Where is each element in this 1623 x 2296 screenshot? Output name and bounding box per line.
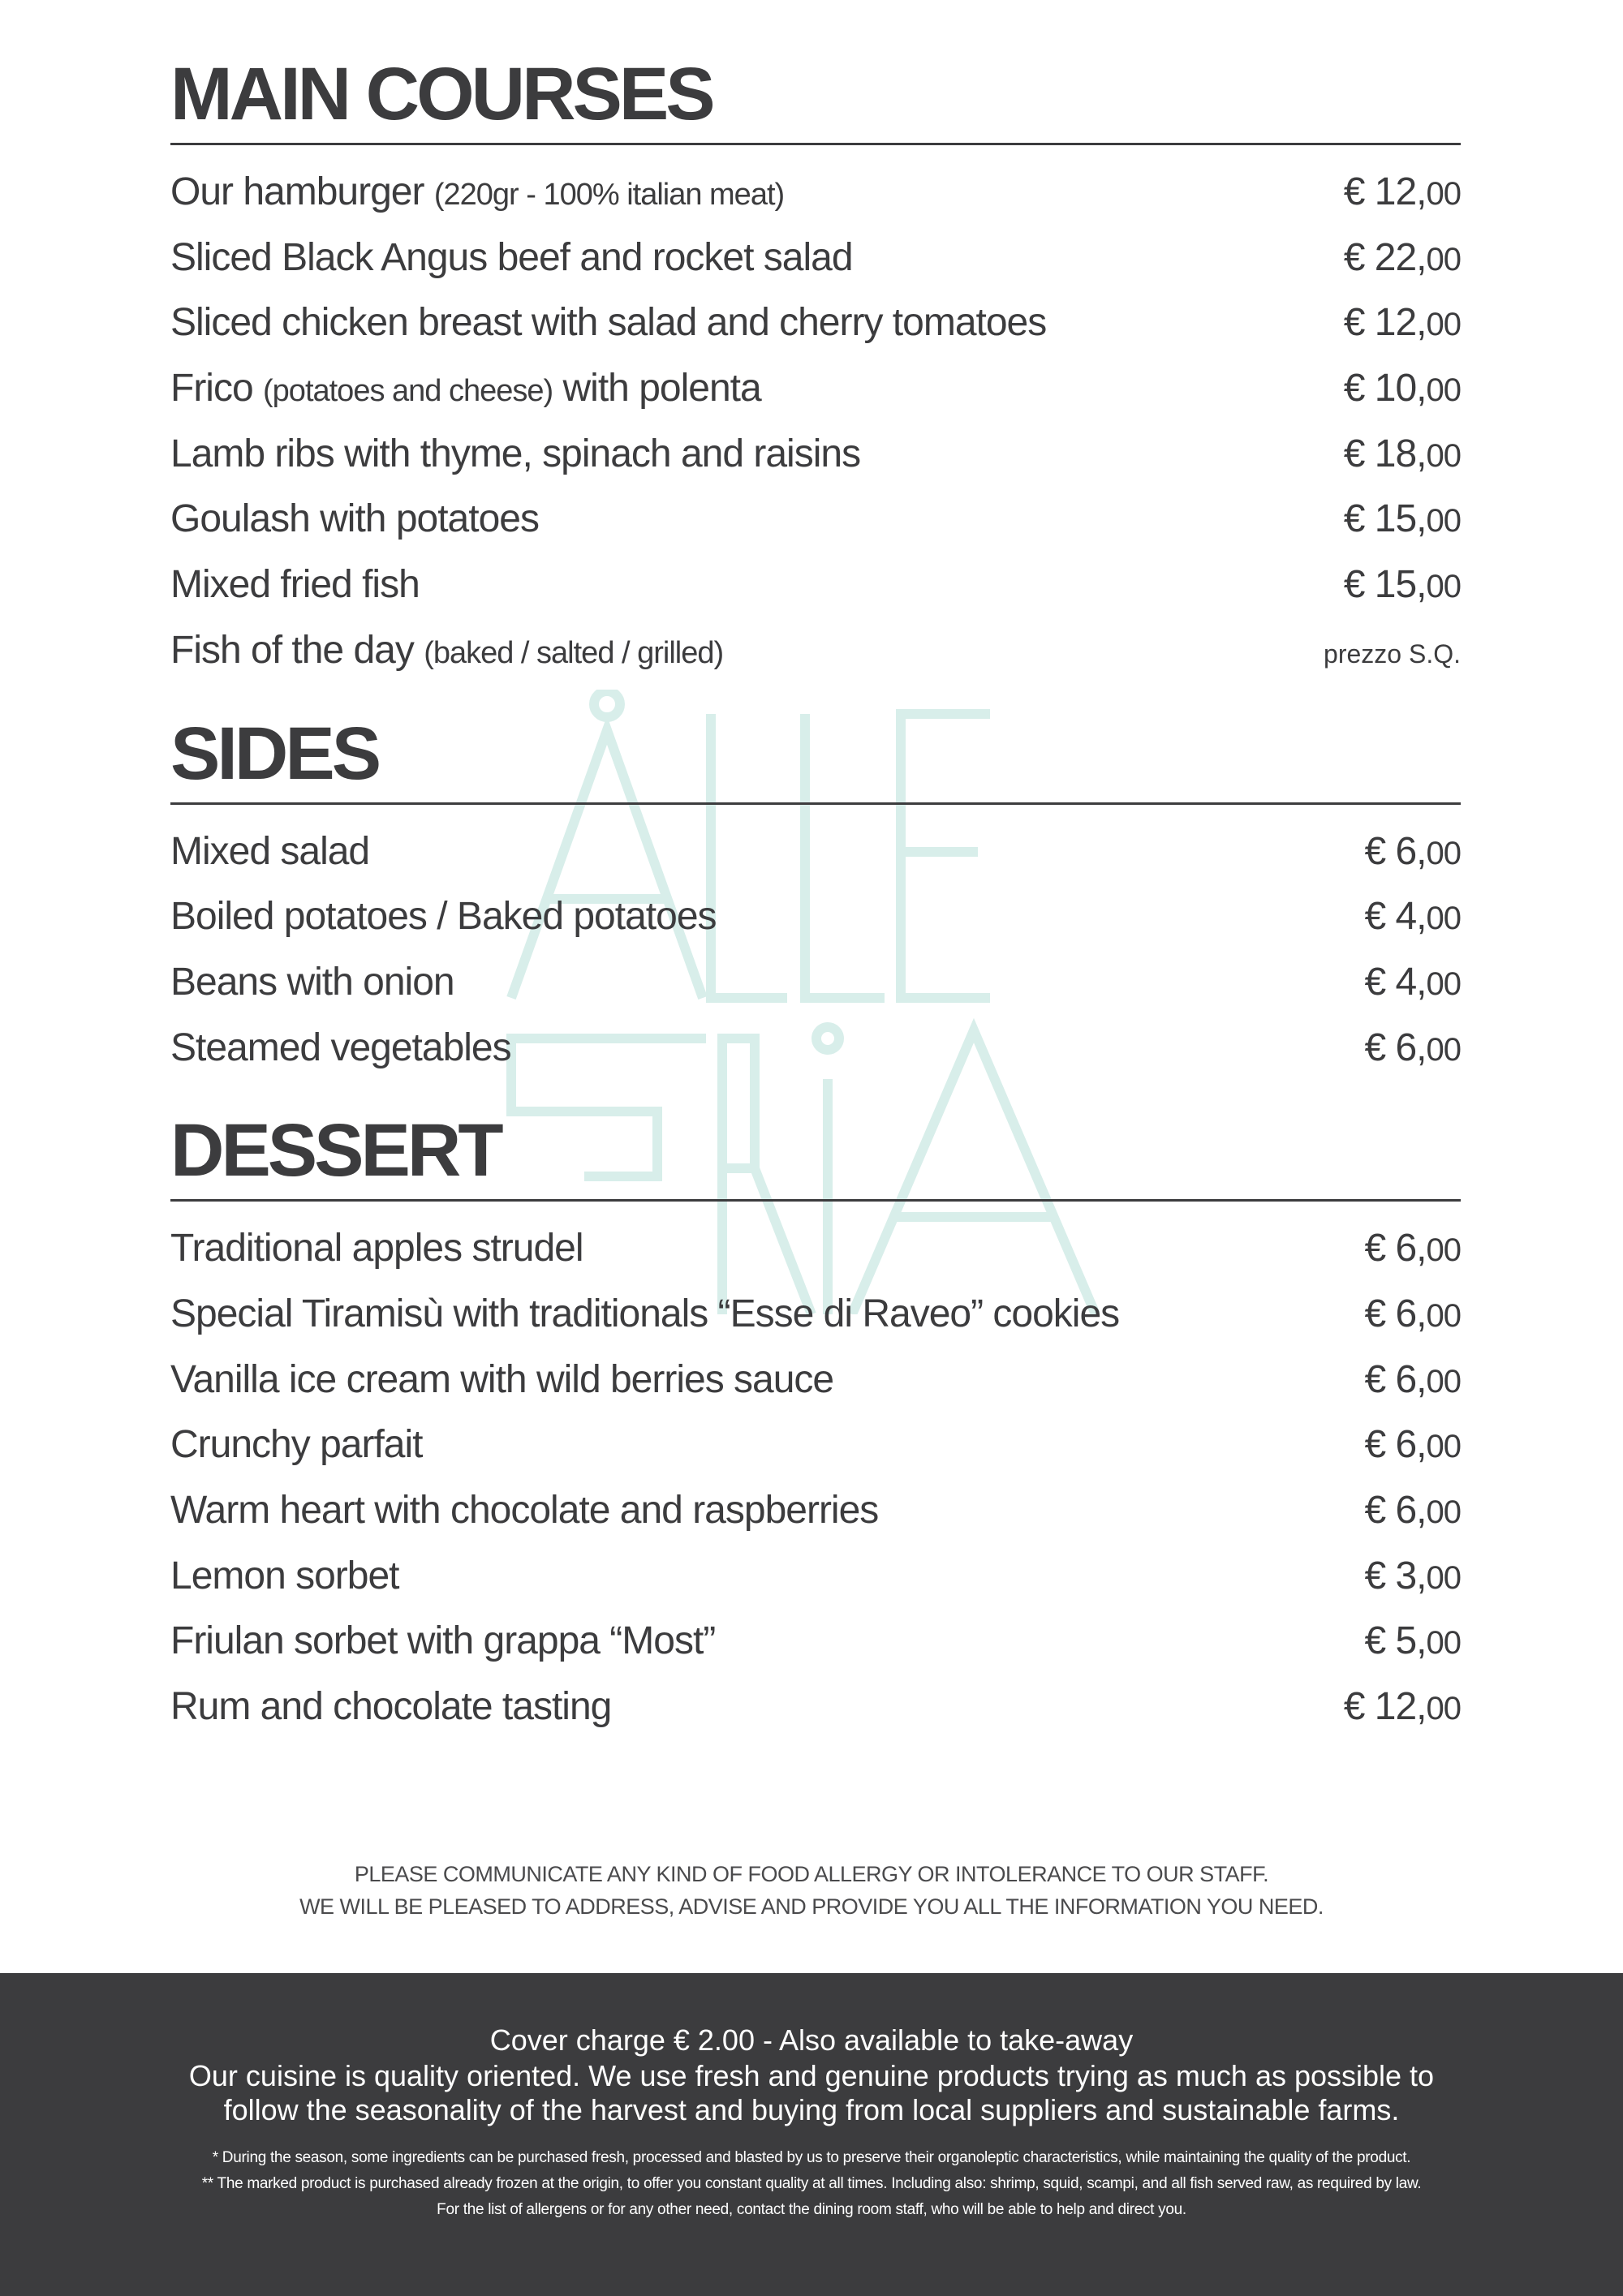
- price-amount: € 3,: [1364, 1554, 1427, 1597]
- allergy-notice: [0, 1858, 1623, 1923]
- section-title: SIDES: [170, 716, 1461, 805]
- item-price: [1344, 160, 1461, 227]
- price-amount: € 4,: [1364, 960, 1427, 1004]
- item-name: Rum and chocolate tasting: [170, 1685, 612, 1729]
- item-note: (baked / salted / grilled): [424, 635, 724, 670]
- footnote: ** The marked product is purchased already frozen at the origin, to offer you constant quality at all times. Including also: shrimp, squid, scampi, and all fish served raw, as required by law.: [201, 2175, 1422, 2192]
- price-amount: € 6,: [1364, 1357, 1427, 1401]
- menu-item: [170, 1412, 1461, 1478]
- item-name: Lamb ribs with thyme, spinach and raisins: [170, 432, 861, 475]
- menu-item: [170, 819, 1461, 885]
- price-amount: € 5,: [1364, 1619, 1427, 1663]
- price-cents: 00: [1426, 241, 1461, 277]
- menu-item: [170, 553, 1461, 618]
- menu-item: [170, 290, 1461, 356]
- menu-item: [170, 884, 1461, 950]
- price-amount: € 18,: [1343, 432, 1427, 475]
- footnote: * During the season, some ingredients can be purchased fresh, processed and blasted by us to preserve their organoleptic characteristics, while maintaining the quality of the product.: [212, 2149, 1411, 2166]
- item-price-text: prezzo S.Q.: [1324, 638, 1461, 669]
- price-cents: 00: [1426, 835, 1461, 871]
- price-amount: € 6,: [1364, 1227, 1427, 1271]
- price-cents: 00: [1426, 1297, 1461, 1334]
- item-price: [1364, 1216, 1461, 1283]
- price-amount: € 12,: [1343, 1685, 1427, 1729]
- item-name: Warm heart with chocolate and raspberries: [170, 1489, 879, 1532]
- section-main-courses: [170, 53, 1461, 684]
- price-cents: 00: [1426, 437, 1461, 474]
- price-cents: 00: [1426, 1559, 1461, 1596]
- price-amount: € 6,: [1364, 1489, 1427, 1532]
- item-note: (potatoes and cheese): [263, 374, 553, 409]
- item-name: Our hamburger: [170, 170, 424, 213]
- price-amount: € 6,: [1364, 1423, 1427, 1467]
- menu-item: [170, 356, 1461, 422]
- item-name: Boiled potatoes / Baked potatoes: [170, 895, 717, 939]
- item-name-group: [170, 618, 723, 686]
- price-amount: € 22,: [1343, 235, 1427, 279]
- item-name: Mixed salad: [170, 829, 370, 873]
- item-price: [1364, 1544, 1461, 1611]
- price-amount: € 6,: [1364, 829, 1427, 873]
- price-cents: 00: [1426, 503, 1461, 540]
- item-name: Mixed fried fish: [170, 563, 420, 607]
- price-amount: € 15,: [1343, 497, 1427, 541]
- item-name-group: [170, 356, 761, 424]
- allergy-notice-line: WE WILL BE PLEASED TO ADDRESS, ADVISE AND PROVIDE YOU ALL THE INFORMATION YOU NEED.: [299, 1894, 1324, 1919]
- item-name: Special Tiramisù with traditionals “Esse di Raveo” cookies: [170, 1292, 1120, 1335]
- item-name-group: [170, 160, 784, 228]
- item-price: [1364, 1348, 1461, 1415]
- item-price: [1364, 884, 1461, 952]
- menu-item: [170, 1348, 1461, 1413]
- menu-item: [170, 1216, 1461, 1282]
- menu-item: [170, 226, 1461, 291]
- item-price: [1364, 1016, 1461, 1083]
- menu-list: [170, 1216, 1461, 1740]
- footnotes: [0, 2145, 1623, 2223]
- item-price: [1344, 1675, 1461, 1742]
- menu-item: [170, 1282, 1461, 1348]
- section-title: MAIN COURSES: [170, 57, 1461, 145]
- item-price: [1344, 356, 1461, 424]
- item-price: [1344, 553, 1461, 620]
- price-cents: 00: [1426, 1625, 1461, 1662]
- menu-list: [170, 819, 1461, 1081]
- item-name: Sliced Black Angus beef and rocket salad: [170, 235, 853, 279]
- price-amount: € 6,: [1364, 1292, 1427, 1335]
- item-name: Frico: [170, 367, 253, 411]
- footer: [0, 1973, 1623, 2296]
- allergy-notice-line: PLEASE COMMUNICATE ANY KIND OF FOOD ALLERGY OR INTOLERANCE TO OUR STAFF.: [354, 1862, 1269, 1886]
- item-name: Beans with onion: [170, 960, 454, 1004]
- section-sides: [170, 712, 1461, 1081]
- menu-item: [170, 1016, 1461, 1081]
- price-amount: € 10,: [1343, 367, 1427, 411]
- item-note: (220gr - 100% italian meat): [433, 178, 785, 212]
- price-cents: 00: [1426, 1429, 1461, 1465]
- item-price: [1344, 422, 1461, 489]
- price-cents: 00: [1426, 965, 1461, 1002]
- item-name: Vanilla ice cream with wild berries sauce: [170, 1357, 834, 1401]
- price-cents: 00: [1426, 569, 1461, 605]
- item-name-after: with polenta: [562, 367, 761, 411]
- item-name: Crunchy parfait: [170, 1423, 423, 1467]
- menu-item: [170, 1478, 1461, 1544]
- price-amount: € 6,: [1364, 1025, 1427, 1069]
- item-name: Goulash with potatoes: [170, 497, 539, 541]
- item-price: [1364, 1282, 1461, 1349]
- menu-item: [170, 1609, 1461, 1675]
- price-cents: 00: [1426, 1232, 1461, 1269]
- item-name: Steamed vegetables: [170, 1025, 511, 1069]
- item-name: Traditional apples strudel: [170, 1227, 583, 1271]
- menu-item: [170, 160, 1461, 226]
- section-title: DESSERT: [170, 1113, 1461, 1202]
- item-price: [1344, 226, 1461, 293]
- quality-statement: Our cuisine is quality oriented. We use fresh and genuine products trying as much as possible to follow the seasonality of the harvest and buying from local suppliers and sustainable farms.: [188, 2059, 1435, 2126]
- item-price: [1364, 1478, 1461, 1546]
- price-cents: 00: [1426, 901, 1461, 937]
- menu-item: [170, 487, 1461, 553]
- item-name: Sliced chicken breast with salad and cherry tomatoes: [170, 301, 1047, 345]
- menu-list: [170, 160, 1461, 684]
- menu-item: [170, 1675, 1461, 1740]
- item-price: [1364, 1609, 1461, 1676]
- price-cents: 00: [1426, 1691, 1461, 1727]
- price-cents: 00: [1426, 307, 1461, 343]
- price-cents: 00: [1426, 1494, 1461, 1530]
- item-name: Lemon sorbet: [170, 1554, 399, 1597]
- price-cents: 00: [1426, 1363, 1461, 1400]
- price-cents: 00: [1426, 176, 1461, 212]
- price-amount: € 12,: [1343, 170, 1427, 213]
- item-price: [1364, 1412, 1461, 1480]
- item-name: Friulan sorbet with grappa “Most”: [170, 1619, 716, 1663]
- price-amount: € 4,: [1364, 895, 1427, 939]
- item-price: [1344, 487, 1461, 554]
- item-name: Fish of the day: [170, 628, 414, 672]
- menu-item: [170, 950, 1461, 1016]
- section-dessert: [170, 1109, 1461, 1740]
- menu-item: [170, 1544, 1461, 1610]
- footnote: For the list of allergens or for any other need, contact the dining room staff, who will be able to help and direct you.: [437, 2201, 1186, 2218]
- menu-content: [170, 53, 1461, 1773]
- menu-item: [170, 422, 1461, 488]
- item-price: [1364, 819, 1461, 887]
- price-amount: € 12,: [1343, 301, 1427, 345]
- item-price: [1344, 290, 1461, 358]
- price-cents: 00: [1426, 372, 1461, 409]
- item-price: [1364, 950, 1461, 1017]
- price-cents: 00: [1426, 1031, 1461, 1068]
- price-amount: € 15,: [1343, 563, 1427, 607]
- menu-item: [170, 618, 1461, 684]
- cover-charge-text: Cover charge € 2.00 - Also available to take-away: [489, 2023, 1134, 2057]
